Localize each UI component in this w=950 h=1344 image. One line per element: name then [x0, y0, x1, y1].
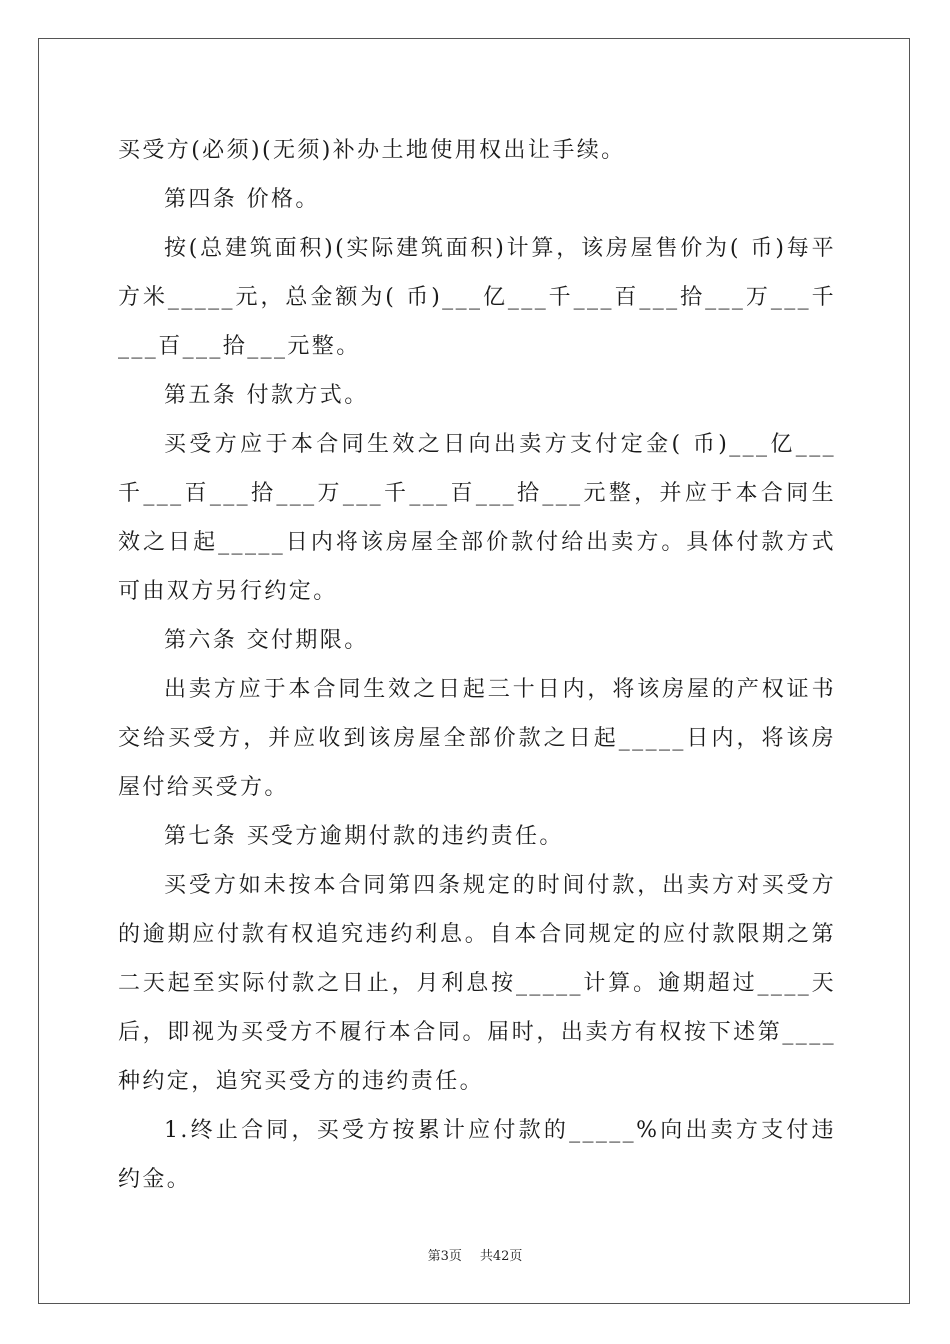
document-body [118, 126, 836, 1204]
page-footer [0, 1245, 950, 1264]
article-7-heading: 第七条 买受方逾期付款的违约责任。 [164, 824, 564, 849]
paragraph-payment: 买受方应于本合同生效之日向出卖方支付定金( 币)___亿___千___百___拾___万___千___百___拾___元整，并应于本合同生效之日起_____日内将该房屋全部价款付给出卖方。具体付款方式可由双方另行约定。 [118, 432, 836, 604]
total-pages: 共42页 [479, 1249, 523, 1264]
paragraph-delivery: 出卖方应于本合同生效之日起三十日内，将该房屋的产权证书交给买受方，并应收到该房屋全部价款之日起_____日内，将该房屋付给买受方。 [118, 677, 836, 800]
page-number: 第3页 [427, 1249, 462, 1264]
article-6-heading: 第六条 交付期限。 [164, 628, 369, 653]
paragraph-breach: 买受方如未按本合同第四条规定的时间付款，出卖方对买受方的逾期应付款有权追究违约利息。自本合同规定的应付款限期之第二天起至实际付款之日止，月利息按_____计算。逾期超过____天后，即视为买受方不履行本合同。届时，出卖方有权按下述第____种约定，追究买受方的违约责任。 [118, 873, 836, 1094]
article-4-heading: 第四条 价格。 [164, 187, 320, 212]
paragraph-1: 买受方(必须)(无须)补办土地使用权出让手续。 [118, 138, 626, 163]
article-5-heading: 第五条 付款方式。 [164, 383, 369, 408]
paragraph-price: 按(总建筑面积)(实际建筑面积)计算，该房屋售价为( 币)每平方米_____元，总金额为( 币)___亿___千___百___拾___万___千___百___拾___元整。 [118, 236, 836, 359]
clause-1: 1.终止合同，买受方按累计应付款的_____%向出卖方支付违约金。 [118, 1118, 836, 1192]
